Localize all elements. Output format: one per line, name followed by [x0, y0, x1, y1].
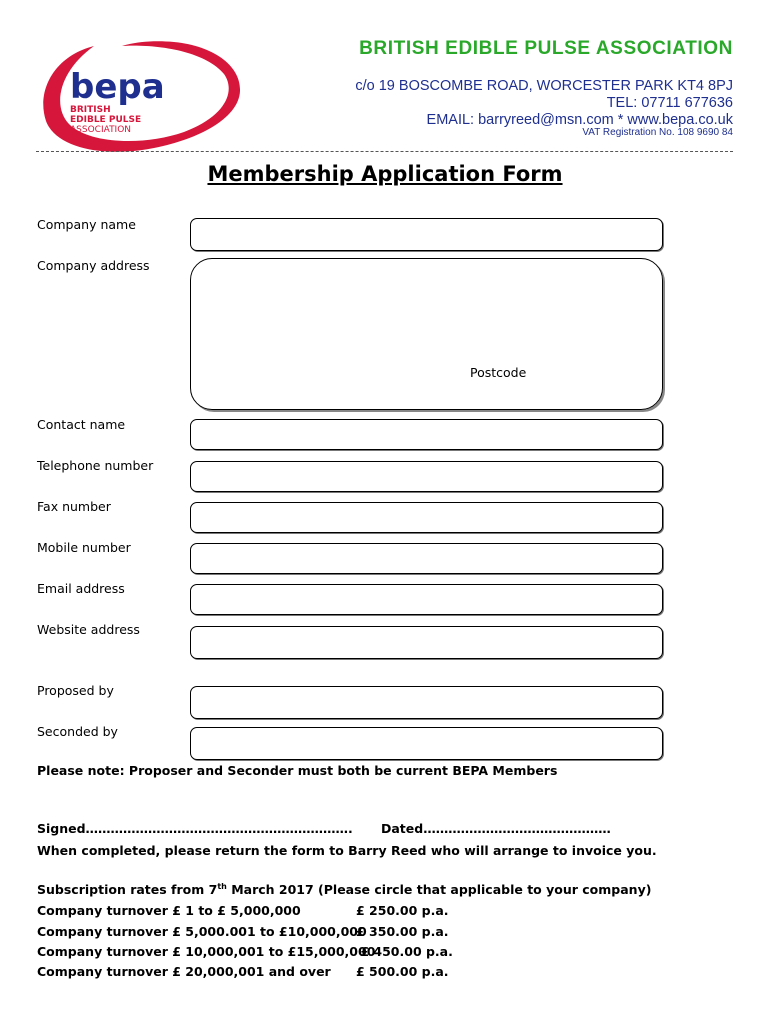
rate-band: Company turnover £ 10,000,001 to £15,000,000: [37, 944, 376, 959]
rate-band: Company turnover £ 5,000.001 to £10,000,000: [37, 924, 367, 939]
form-title: Membership Application Form: [207, 162, 563, 186]
website-field[interactable]: [190, 626, 663, 659]
mobile-field[interactable]: [190, 543, 663, 574]
svg-text:bepa: bepa: [70, 67, 165, 107]
company-name-label: Company name: [37, 217, 136, 232]
svg-text:EDIBLE PULSE: EDIBLE PULSE: [70, 115, 142, 125]
mobile-label: Mobile number: [37, 540, 131, 555]
rate-price: £ 450.00 p.a.: [356, 944, 453, 959]
signed-line: Signed……………………………………………………….: [37, 821, 353, 836]
vat-number: VAT Registration No. 108 9690 84: [582, 127, 733, 138]
logo-wordmark: [70, 67, 165, 135]
telephone-field[interactable]: [190, 461, 663, 492]
org-email-website: EMAIL: barryreed@msn.com * www.bepa.co.uk: [426, 112, 733, 128]
proposer-note: Please note: Proposer and Seconder must both be current BEPA Members: [37, 763, 558, 778]
fax-field[interactable]: [190, 502, 663, 533]
org-telephone: TEL: 07711 677636: [606, 95, 733, 111]
contact-name-field[interactable]: [190, 419, 663, 450]
email-field[interactable]: [190, 584, 663, 615]
bepa-logo: [34, 36, 246, 156]
proposed-by-field[interactable]: [190, 686, 663, 719]
rate-band: Company turnover £ 20,000,001 and over: [37, 964, 331, 979]
contact-name-label: Contact name: [37, 417, 126, 432]
seconded-by-field[interactable]: [190, 727, 663, 760]
proposed-by-label: Proposed by: [37, 683, 114, 698]
email-label: Email address: [37, 581, 125, 596]
company-name-field[interactable]: [190, 218, 663, 251]
company-address-field[interactable]: [190, 258, 663, 410]
return-instructions: When completed, please return the form to Barry Reed who will arrange to invoice you.: [37, 843, 657, 858]
org-address: c/o 19 BOSCOMBE ROAD, WORCESTER PARK KT4 8PJ: [355, 78, 733, 94]
rate-band: Company turnover £ 1 to £ 5,000,000: [37, 903, 301, 918]
company-address-label: Company address: [37, 258, 150, 273]
rate-price: £ 350.00 p.a.: [356, 924, 449, 939]
svg-text:BRITISH: BRITISH: [70, 105, 111, 115]
website-label: Website address: [37, 622, 140, 637]
svg-text:ASSOCIATION: ASSOCIATION: [70, 125, 132, 135]
postcode-label: Postcode: [470, 365, 527, 380]
rate-price: £ 250.00 p.a.: [356, 903, 449, 918]
org-name: BRITISH EDIBLE PULSE ASSOCIATION: [359, 38, 733, 59]
fax-label: Fax number: [37, 499, 111, 514]
subscription-heading: Subscription rates from 7th March 2017 (Please circle that applicable to your company): [37, 882, 652, 898]
seconded-by-label: Seconded by: [37, 724, 118, 739]
dated-line: Dated………………………………………: [381, 821, 611, 836]
telephone-label: Telephone number: [37, 458, 154, 473]
rate-price: £ 500.00 p.a.: [356, 964, 449, 979]
header-divider: [36, 151, 733, 152]
